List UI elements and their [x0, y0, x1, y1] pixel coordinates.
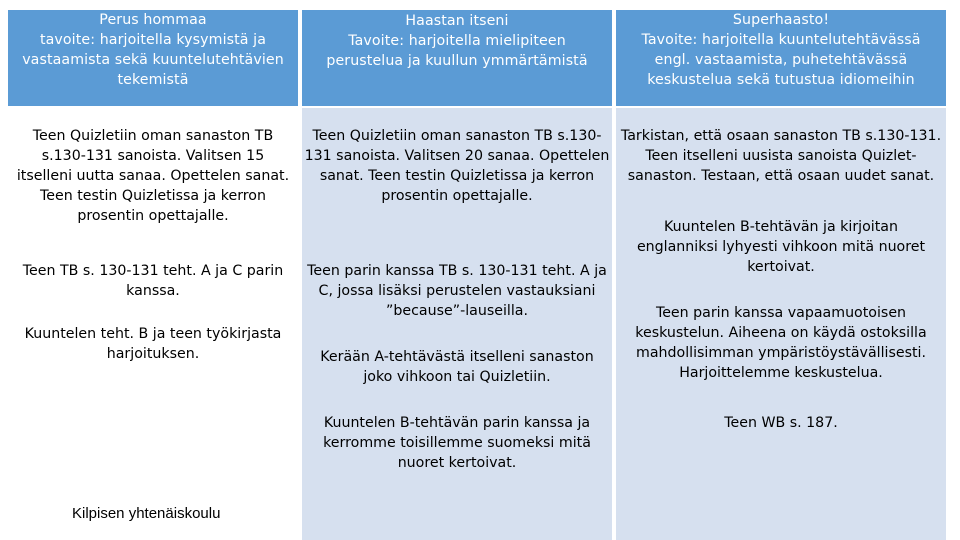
text-line: nuoret kertoivat.: [397, 455, 517, 471]
school-name-footer: Kilpisen yhtenäiskoulu: [72, 505, 221, 522]
text-line: Tarkistan, että osaan sanaston TB s.130-131.: [620, 128, 942, 144]
text-line: keskustelun. Aiheena on käydä ostoksilla: [635, 325, 927, 341]
text-line: 131 sanoista. Valitsen 20 sanaa. Opettelen: [304, 148, 610, 164]
text-line: s.130-131 sanoista. Valitsen 15: [41, 148, 265, 164]
text-line: kertoivat.: [747, 259, 815, 275]
text-line: joko vihkoon tai Quizletiin.: [363, 369, 551, 385]
task-paragraph: [0, 261, 306, 301]
text-line: prosentin opettajalle.: [381, 188, 533, 204]
header-challenge: [302, 10, 612, 106]
text-line: ”because”-lauseilla.: [386, 303, 528, 319]
header-line: vastaamista sekä kuuntelutehtävien: [22, 52, 284, 68]
header-line: Tavoite: harjoitella mielipiteen: [348, 33, 566, 49]
header-line: tekemistä: [117, 72, 189, 88]
text-line: Teen parin kanssa TB s. 130-131 teht. A ja: [307, 263, 607, 279]
header-line: perustelua ja kuullun ymmärtämistä: [326, 53, 588, 69]
text-line: Kuuntelen B-tehtävän ja kirjoitan: [664, 219, 898, 235]
text-line: Kuuntelen teht. B ja teen työkirjasta: [24, 326, 282, 342]
text-line: Teen parin kanssa vapaamuotoisen: [655, 305, 907, 321]
text-line: prosentin opettajalle.: [77, 208, 229, 224]
text-line: englanniksi lyhyesti vihkoon mitä nuoret: [636, 239, 926, 255]
cell-super-challenge-tasks: [616, 108, 946, 540]
text-line: kanssa.: [126, 283, 180, 299]
header-line: tavoite: harjoitella kysymistä ja: [39, 32, 267, 48]
task-paragraph: [302, 413, 612, 473]
task-paragraph: [0, 324, 306, 364]
text-line: Teen testin Quizletissa ja kerron: [40, 188, 266, 204]
cell-basic-tasks: [8, 108, 298, 540]
header-line: Tavoite: harjoitella kuuntelutehtävässä: [641, 32, 921, 48]
text-line: Kerään A-tehtävästä itselleni sanaston: [320, 349, 594, 365]
text-line: sanaston. Testaan, että osaan uudet sanat.: [627, 168, 935, 184]
header-line: Superhaasto!: [732, 12, 830, 28]
text-line: Teen TB s. 130-131 teht. A ja C parin: [22, 263, 284, 279]
header-line: keskustelua sekä tutustua idiomeihin: [647, 72, 915, 88]
task-paragraph: [302, 126, 612, 206]
header-basic: [8, 10, 298, 106]
text-line: Teen itselleni uusista sanoista Quizlet-: [645, 148, 917, 164]
text-line: itselleni uutta sanaa. Opettelen sanat.: [16, 168, 290, 184]
text-line: kerromme toisillemme suomeksi mitä: [323, 435, 591, 451]
task-paragraph: [616, 303, 946, 383]
task-paragraph: [616, 217, 946, 277]
header-super-challenge: [616, 10, 946, 106]
text-line: C, jossa lisäksi perustelen vastauksiani: [318, 283, 596, 299]
task-paragraph: [302, 261, 612, 321]
text-line: Teen Quizletiin oman sanaston TB s.130-: [312, 128, 602, 144]
task-paragraph: [0, 126, 306, 226]
text-line: Teen Quizletiin oman sanaston TB: [32, 128, 274, 144]
text-line: sanat. Teen testin Quizletissa ja kerron: [319, 168, 595, 184]
header-line: Haastan itseni: [405, 13, 509, 29]
text-line: harjoituksen.: [106, 346, 200, 362]
task-paragraph: [616, 126, 946, 186]
cell-challenge-tasks: [302, 108, 612, 540]
text-line: mahdollisimman ympäristöystävällisesti.: [636, 345, 926, 361]
task-paragraph: [302, 347, 612, 387]
text-line: Harjoittelemme keskustelua.: [679, 365, 883, 381]
text-line: Kuuntelen B-tehtävän parin kanssa ja: [323, 415, 591, 431]
task-paragraph: [616, 413, 946, 433]
header-line: engl. vastaamista, puhetehtävässä: [654, 52, 908, 68]
text-line: Teen WB s. 187.: [724, 415, 838, 431]
header-line: Perus hommaa: [99, 12, 207, 28]
